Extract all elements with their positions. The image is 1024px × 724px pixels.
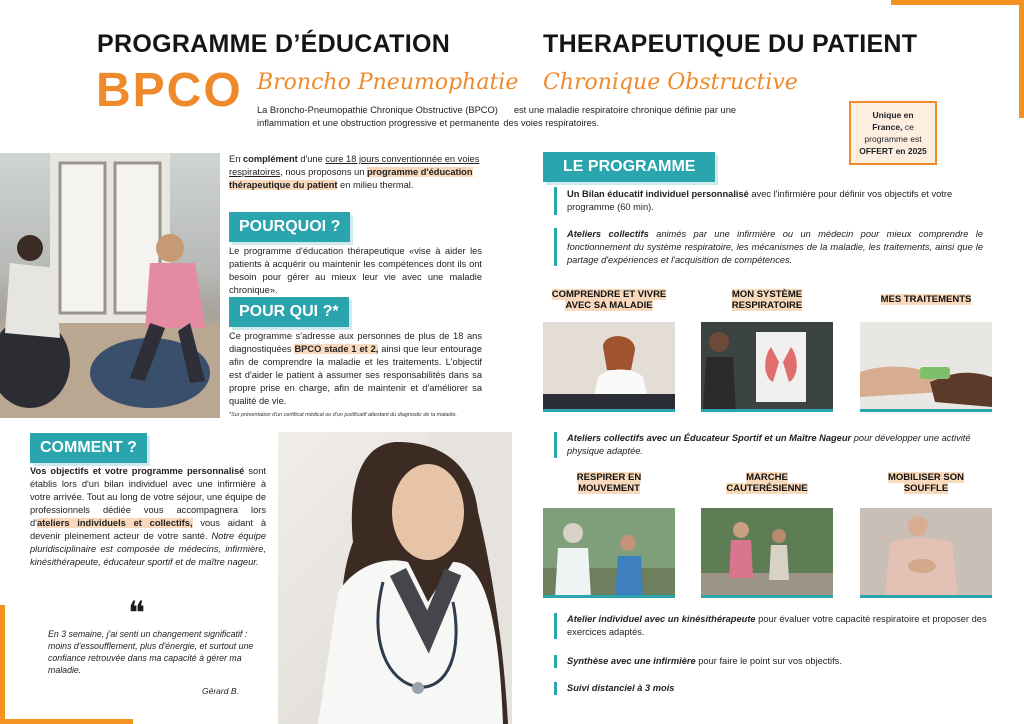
definition: La Broncho-Pneumopathie Chronique Obstructive (BPCO) est une maladie respiratoire chronique définie par une inflammation et une obstruction progressive et permanente des voies respiratoires.: [257, 105, 737, 128]
item-bar: [554, 228, 557, 266]
caption-traitements: MES TRAITEMENTS: [880, 294, 972, 305]
comment-text: Vos objectifs et votre programme personnalisé sont établis lors d'un bilan individuel avec une infirmière à votre arrivée. Tout au long de votre séjour, une équipe de professionnels dédiée vous accompagnera lors d'ateliers individuels et collectifs, vous aidant à devenir pleinement acteur de votre santé. Notre équipe pluridisciplinaire est composée de médecins, infirmière, kinésithérapeute, éducateur sportif et de maître nageur.: [30, 466, 266, 567]
corner-accent-top-right-vertical: [1019, 0, 1024, 118]
photo-breathing-exercise: [543, 508, 675, 598]
photo-breathing-rest: [860, 508, 992, 598]
caption-marche: MARCHE CAUTERÉSIENNE: [726, 472, 808, 494]
corner-accent-top-right: [891, 0, 1024, 5]
photo-medication: [860, 322, 992, 412]
caption-comprendre: COMPRENDRE ET VIVRE AVEC SA MALADIE: [551, 289, 667, 311]
programme-item-sport: Ateliers collectifs avec un Éducateur Sportif et un Maître Nageur pour développer une activité physique adaptée.: [567, 433, 971, 456]
testimonial-quote: En 3 semaine, j'ai senti un changement significatif : moins d'essoufflement, plus d'énergie, et surtout une confiance retrouvée dans ma capacité à gérer ma maladie.: [48, 629, 254, 675]
pourquoi-text: Le programme d'éducation thérapeutique «vise à aider les patients à acquérir ou maintenir les compétences dont ils ont besoin pour gérer au mieux leur vie avec une maladie chronique».: [229, 246, 482, 295]
item-bar: [554, 655, 557, 668]
doctor-photo: [278, 432, 512, 724]
programme-heading: LE PROGRAMME: [543, 152, 715, 182]
programme-item-bilan: Un Bilan éducatif individuel personnalisé avec l'infirmière pour définir vos objectifs et votre programme (60 min).: [567, 189, 953, 212]
programme-item-suivi: Suivi distanciel à 3 mois: [567, 683, 675, 693]
acronym-bpco: BPCO: [96, 64, 243, 117]
programme-item-ateliers: Ateliers collectifs animés par une infirmière ou un médecin pour mieux comprendre le fonctionnement du système respiratoire, les mécanismes de la maladie, les traitements, ainsi que le partage d'expériences et l'acquisition de compétences.: [567, 229, 983, 265]
caption-systeme: MON SYSTÈME RESPIRATOIRE: [731, 289, 803, 311]
subtitle-left: Broncho Pneumophatie: [257, 70, 519, 95]
intro-paragraph: En complément d'une cure 18 jours conventionnée en voies respiratoires, nous proposons un programme d'éducation thérapeutique du patient en milieu thermal.: [229, 154, 480, 190]
item-bar: [554, 432, 557, 458]
photo-respiratory-system: [701, 322, 833, 412]
pourqui-heading: POUR QUI ?*: [229, 297, 349, 327]
photo-walking: [701, 508, 833, 598]
photo-nurse-consultation: [543, 322, 675, 412]
caption-souffle: MOBILISER SON SOUFFLE: [887, 472, 964, 494]
title-right: THERAPEUTIQUE DU PATIENT: [543, 30, 918, 58]
pourquoi-heading: POURQUOI ?: [229, 212, 350, 242]
programme-item-synthese: Synthèse avec une infirmière pour faire le point sur vos objectifs.: [567, 656, 842, 666]
pourqui-footnote: *Sur présentation d'un certificat médical ou d'un justificatif attestant du diagnostic de la maladie.: [229, 412, 457, 418]
item-bar: [554, 682, 557, 695]
subtitle-right: Chronique Obstructive: [543, 70, 798, 95]
quote-mark-icon: ❝: [128, 594, 146, 632]
item-bar: [554, 613, 557, 639]
corner-accent-bottom-left: [0, 605, 5, 724]
testimonial-author: Gérard B.: [202, 686, 239, 696]
caption-respirer: RESPIRER EN MOUVEMENT: [576, 472, 642, 494]
item-bar: [554, 187, 557, 215]
exercise-class-photo: [0, 153, 220, 418]
programme-item-kine: Atelier individuel avec un kinésithérapeute pour évaluer votre capacité respiratoire et proposer des exercices adaptés.: [567, 614, 987, 637]
comment-heading: COMMENT ?: [30, 433, 147, 463]
pourqui-text: Ce programme s'adresse aux personnes de plus de 18 ans diagnostiquées BPCO stade 1 et 2, ainsi que leur entourage afin de comprendre la maladie et les traitements. L'objectif est d'aider le patient à assumer ses responsabilités dans sa propre prise en charge, afin de maintenir et d'améliorer sa qualité de vie.: [229, 331, 482, 406]
corner-accent-bottom-left-horizontal: [0, 719, 133, 724]
offer-badge: Unique en France, ce programme est OFFERT en 2025: [849, 101, 937, 165]
title-left: PROGRAMME D’ÉDUCATION: [97, 30, 451, 58]
